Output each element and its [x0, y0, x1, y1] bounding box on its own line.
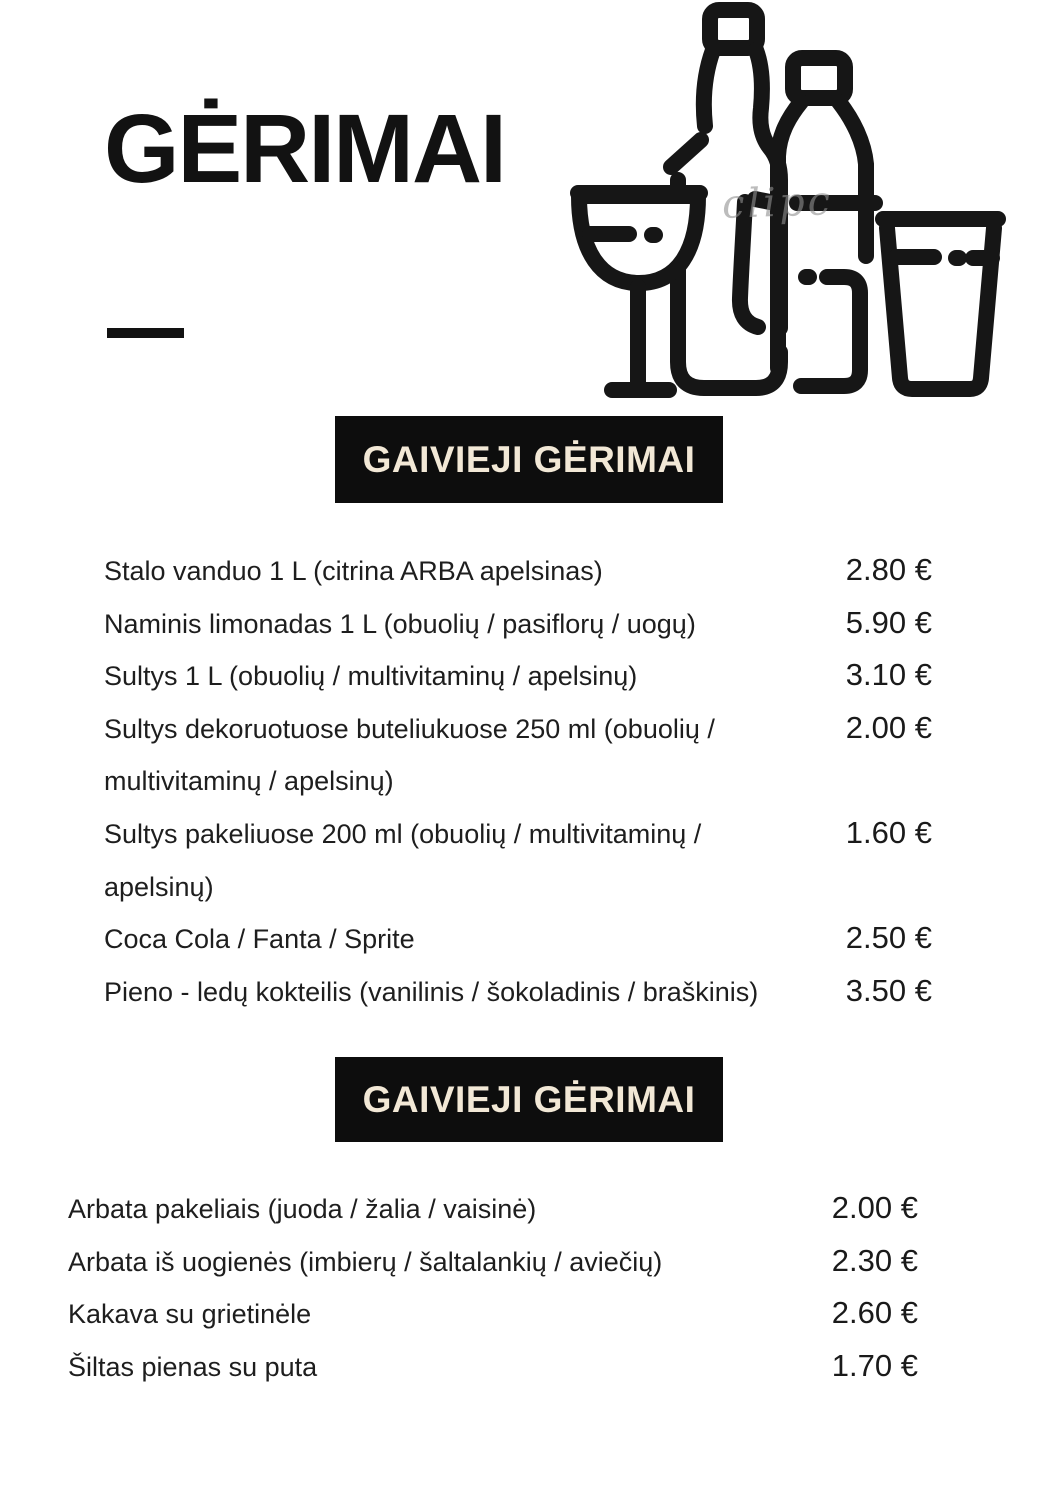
item-price: 2.60 €	[831, 1295, 918, 1331]
tumbler-glass-icon	[883, 219, 998, 389]
section-1-item-list	[104, 545, 932, 1018]
drinks-icon	[558, 0, 1010, 412]
item-name: Coca Cola / Fanta / Sprite	[104, 924, 415, 955]
item-name: Sultys 1 L (obuolių / multivitaminų / apelsinų)	[104, 661, 638, 692]
item-price: 5.90 €	[845, 604, 932, 640]
title-underline	[107, 328, 184, 338]
item-name: Naminis limonadas 1 L (obuolių / pasiflorų / uogų)	[104, 608, 696, 639]
item-name: Kakava su grietinėle	[68, 1299, 312, 1330]
item-name: Sultys dekoruotuose buteliukuose 250 ml (obuolių / multivitaminų / apelsinų)	[104, 713, 715, 797]
section-2-heading: GAIVIEJI GĖRIMAI	[362, 1078, 696, 1120]
section-1-heading-banner	[335, 416, 723, 503]
item-name: Šiltas pienas su puta	[68, 1351, 318, 1382]
item-price: 1.60 €	[845, 814, 932, 850]
item-price: 3.10 €	[845, 657, 932, 693]
item-price: 2.00 €	[845, 709, 932, 745]
section-2-item-list	[68, 1183, 918, 1393]
item-name: Arbata pakeliais (juoda / žalia / vaisinė)	[68, 1194, 537, 1224]
watermark-text: clipc	[721, 178, 834, 228]
menu-item-row	[68, 1288, 918, 1341]
item-price: 2.30 €	[831, 1242, 918, 1278]
item-price: 2.50 €	[845, 920, 932, 956]
menu-item-row	[104, 545, 932, 598]
page-title: GĖRIMAI	[104, 94, 505, 203]
item-name: Pieno - ledų kokteilis (vanilinis / šokoladinis / braškinis)	[104, 976, 759, 1007]
item-price: 3.50 €	[845, 972, 932, 1008]
item-price: 2.00 €	[831, 1190, 918, 1225]
menu-item-row	[104, 598, 932, 651]
menu-item-row	[104, 966, 932, 1019]
menu-item-row	[68, 1183, 918, 1236]
item-price: 2.80 €	[845, 552, 932, 587]
item-name: Arbata iš uogienės (imbierų / šaltalankių / aviečių)	[68, 1246, 663, 1277]
menu-item-row	[104, 650, 932, 703]
item-price: 1.70 €	[831, 1347, 918, 1383]
section-2-heading-banner	[335, 1057, 723, 1142]
item-name: Stalo vanduo 1 L (citrina ARBA apelsinas)	[104, 556, 603, 586]
section-1-heading: GAIVIEJI GĖRIMAI	[362, 438, 696, 480]
item-name: Sultys pakeliuose 200 ml (obuolių / multivitaminų / apelsinų)	[104, 818, 702, 902]
water-bottle-icon	[755, 58, 875, 386]
menu-item-row	[68, 1236, 918, 1289]
menu-item-row	[104, 913, 932, 966]
menu-item-row	[104, 703, 932, 808]
menu-item-row	[104, 808, 932, 913]
menu-item-row	[68, 1341, 918, 1394]
